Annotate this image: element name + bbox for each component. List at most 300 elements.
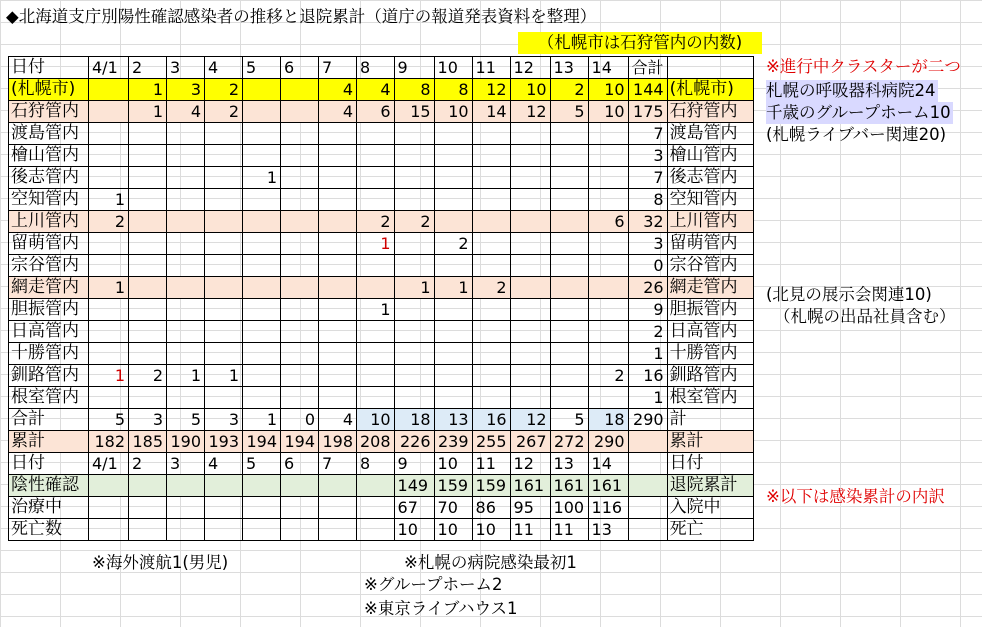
value-cell[interactable]: 67 (394, 497, 434, 519)
value-cell[interactable]: 1 (357, 233, 395, 255)
row-label[interactable]: 根室管内 (9, 387, 89, 409)
value-cell[interactable] (129, 145, 167, 167)
value-cell[interactable]: 2 (357, 211, 395, 233)
value-cell[interactable] (281, 255, 319, 277)
value-cell[interactable] (129, 343, 167, 365)
value-cell[interactable] (89, 299, 129, 321)
value-cell[interactable]: 8 (434, 79, 472, 101)
value-cell[interactable] (205, 387, 243, 409)
value-cell[interactable]: 3 (205, 409, 243, 431)
value-cell[interactable] (394, 387, 434, 409)
value-cell[interactable] (243, 233, 281, 255)
right-label[interactable]: 日高管内 (667, 321, 753, 343)
value-cell[interactable]: 1 (243, 409, 281, 431)
value-cell[interactable] (472, 167, 510, 189)
value-cell[interactable] (129, 299, 167, 321)
value-cell[interactable] (472, 123, 510, 145)
value-cell[interactable] (319, 343, 357, 365)
total-cell[interactable]: 1 (628, 343, 667, 365)
right-label[interactable]: 累計 (667, 431, 753, 453)
value-cell[interactable] (357, 519, 395, 541)
value-cell[interactable] (472, 211, 510, 233)
value-cell[interactable] (357, 123, 395, 145)
value-cell[interactable] (588, 321, 628, 343)
value-cell[interactable] (281, 475, 319, 497)
value-cell[interactable] (434, 365, 472, 387)
value-cell[interactable] (281, 79, 319, 101)
value-cell[interactable] (319, 255, 357, 277)
total-cell[interactable]: 1 (628, 387, 667, 409)
date-cell[interactable]: 12 (510, 57, 550, 79)
value-cell[interactable]: 5 (550, 101, 588, 123)
value-cell[interactable] (281, 387, 319, 409)
value-cell[interactable]: 2 (129, 453, 167, 475)
value-cell[interactable]: 16 (472, 409, 510, 431)
value-cell[interactable] (550, 299, 588, 321)
date-cell[interactable]: 9 (394, 57, 434, 79)
value-cell[interactable]: 15 (394, 101, 434, 123)
value-cell[interactable] (129, 255, 167, 277)
value-cell[interactable] (129, 123, 167, 145)
value-cell[interactable] (588, 123, 628, 145)
value-cell[interactable] (89, 101, 129, 123)
value-cell[interactable] (129, 167, 167, 189)
total-cell[interactable]: 144 (628, 79, 667, 101)
value-cell[interactable] (472, 189, 510, 211)
value-cell[interactable]: 3 (167, 453, 205, 475)
value-cell[interactable] (510, 365, 550, 387)
value-cell[interactable] (243, 497, 281, 519)
value-cell[interactable] (319, 387, 357, 409)
total-cell[interactable]: 16 (628, 365, 667, 387)
date-cell[interactable]: 3 (167, 57, 205, 79)
value-cell[interactable] (281, 343, 319, 365)
row-label[interactable]: 釧路管内 (9, 365, 89, 387)
value-cell[interactable]: 1 (434, 277, 472, 299)
value-cell[interactable] (281, 167, 319, 189)
value-cell[interactable] (243, 299, 281, 321)
value-cell[interactable] (434, 145, 472, 167)
value-cell[interactable] (243, 79, 281, 101)
value-cell[interactable] (434, 343, 472, 365)
value-cell[interactable] (434, 321, 472, 343)
value-cell[interactable] (243, 387, 281, 409)
value-cell[interactable] (205, 145, 243, 167)
value-cell[interactable] (89, 167, 129, 189)
value-cell[interactable]: 12 (510, 453, 550, 475)
value-cell[interactable]: 4 (205, 453, 243, 475)
value-cell[interactable] (588, 145, 628, 167)
right-label[interactable]: 日付 (667, 453, 753, 475)
date-cell[interactable]: 2 (129, 57, 167, 79)
value-cell[interactable] (319, 123, 357, 145)
value-cell[interactable] (129, 233, 167, 255)
value-cell[interactable] (167, 255, 205, 277)
value-cell[interactable] (550, 387, 588, 409)
total-cell[interactable]: 9 (628, 299, 667, 321)
value-cell[interactable] (243, 343, 281, 365)
value-cell[interactable] (510, 233, 550, 255)
row-label[interactable]: 網走管内 (9, 277, 89, 299)
value-cell[interactable] (205, 189, 243, 211)
value-cell[interactable]: 2 (472, 277, 510, 299)
value-cell[interactable] (394, 167, 434, 189)
value-cell[interactable]: 8 (357, 453, 395, 475)
value-cell[interactable]: 12 (510, 101, 550, 123)
value-cell[interactable] (205, 519, 243, 541)
value-cell[interactable] (319, 299, 357, 321)
value-cell[interactable] (394, 321, 434, 343)
value-cell[interactable] (167, 211, 205, 233)
value-cell[interactable] (357, 321, 395, 343)
value-cell[interactable]: 159 (434, 475, 472, 497)
value-cell[interactable]: 10 (434, 519, 472, 541)
row-label[interactable]: 胆振管内 (9, 299, 89, 321)
value-cell[interactable] (167, 123, 205, 145)
value-cell[interactable]: 161 (588, 475, 628, 497)
value-cell[interactable]: 14 (472, 101, 510, 123)
date-cell[interactable]: 8 (357, 57, 395, 79)
value-cell[interactable] (319, 365, 357, 387)
value-cell[interactable]: 267 (510, 431, 550, 453)
value-cell[interactable] (243, 365, 281, 387)
value-cell[interactable] (628, 453, 667, 475)
value-cell[interactable] (550, 233, 588, 255)
value-cell[interactable]: 1 (167, 365, 205, 387)
value-cell[interactable]: 255 (472, 431, 510, 453)
value-cell[interactable] (281, 497, 319, 519)
value-cell[interactable]: 6 (588, 211, 628, 233)
right-label[interactable] (667, 57, 753, 79)
right-label[interactable]: 入院中 (667, 497, 753, 519)
right-label[interactable]: 後志管内 (667, 167, 753, 189)
value-cell[interactable]: 11 (472, 453, 510, 475)
value-cell[interactable] (628, 475, 667, 497)
row-label[interactable]: (札幌市) (9, 79, 89, 101)
total-cell[interactable]: 2 (628, 321, 667, 343)
row-label[interactable]: 十勝管内 (9, 343, 89, 365)
right-label[interactable]: (札幌市) (667, 79, 753, 101)
value-cell[interactable] (434, 189, 472, 211)
value-cell[interactable]: 194 (281, 431, 319, 453)
value-cell[interactable] (472, 387, 510, 409)
value-cell[interactable]: 7 (319, 453, 357, 475)
value-cell[interactable] (243, 321, 281, 343)
value-cell[interactable] (243, 123, 281, 145)
value-cell[interactable] (281, 189, 319, 211)
value-cell[interactable] (167, 233, 205, 255)
row-label[interactable]: 死亡数 (9, 519, 89, 541)
value-cell[interactable] (89, 475, 129, 497)
value-cell[interactable] (205, 123, 243, 145)
date-cell[interactable]: 4 (205, 57, 243, 79)
total-cell[interactable] (628, 431, 667, 453)
value-cell[interactable]: 4/1 (89, 453, 129, 475)
value-cell[interactable] (205, 475, 243, 497)
value-cell[interactable] (243, 145, 281, 167)
row-label[interactable]: 累計 (9, 431, 89, 453)
value-cell[interactable] (281, 145, 319, 167)
value-cell[interactable] (167, 497, 205, 519)
value-cell[interactable] (89, 387, 129, 409)
right-label[interactable]: 留萌管内 (667, 233, 753, 255)
row-label[interactable]: 渡島管内 (9, 123, 89, 145)
value-cell[interactable] (550, 365, 588, 387)
value-cell[interactable] (510, 123, 550, 145)
value-cell[interactable] (434, 123, 472, 145)
value-cell[interactable] (167, 189, 205, 211)
value-cell[interactable]: 9 (394, 453, 434, 475)
value-cell[interactable] (510, 321, 550, 343)
right-label[interactable]: 釧路管内 (667, 365, 753, 387)
value-cell[interactable] (588, 255, 628, 277)
value-cell[interactable] (357, 145, 395, 167)
value-cell[interactable] (319, 321, 357, 343)
date-cell[interactable]: 11 (472, 57, 510, 79)
value-cell[interactable]: 208 (357, 431, 395, 453)
value-cell[interactable]: 4 (357, 79, 395, 101)
value-cell[interactable] (129, 211, 167, 233)
value-cell[interactable]: 198 (319, 431, 357, 453)
value-cell[interactable] (394, 365, 434, 387)
value-cell[interactable] (510, 387, 550, 409)
value-cell[interactable] (129, 321, 167, 343)
total-cell[interactable]: 7 (628, 167, 667, 189)
right-label[interactable]: 十勝管内 (667, 343, 753, 365)
value-cell[interactable] (319, 475, 357, 497)
value-cell[interactable] (472, 255, 510, 277)
value-cell[interactable] (281, 211, 319, 233)
row-label[interactable]: 後志管内 (9, 167, 89, 189)
right-label[interactable]: 計 (667, 409, 753, 431)
value-cell[interactable] (510, 167, 550, 189)
value-cell[interactable] (394, 233, 434, 255)
value-cell[interactable] (550, 145, 588, 167)
value-cell[interactable] (510, 145, 550, 167)
value-cell[interactable] (89, 145, 129, 167)
value-cell[interactable]: 2 (588, 365, 628, 387)
value-cell[interactable] (550, 167, 588, 189)
date-cell[interactable]: 4/1 (89, 57, 129, 79)
total-cell[interactable]: 32 (628, 211, 667, 233)
value-cell[interactable] (394, 343, 434, 365)
value-cell[interactable] (434, 211, 472, 233)
value-cell[interactable]: 18 (394, 409, 434, 431)
value-cell[interactable] (129, 519, 167, 541)
value-cell[interactable]: 1 (357, 299, 395, 321)
value-cell[interactable]: 5 (243, 453, 281, 475)
value-cell[interactable]: 2 (89, 211, 129, 233)
value-cell[interactable]: 1 (129, 101, 167, 123)
value-cell[interactable] (357, 189, 395, 211)
value-cell[interactable] (357, 497, 395, 519)
value-cell[interactable] (510, 277, 550, 299)
date-cell[interactable]: 7 (319, 57, 357, 79)
value-cell[interactable] (167, 321, 205, 343)
value-cell[interactable] (394, 189, 434, 211)
value-cell[interactable] (319, 167, 357, 189)
row-label[interactable]: 治療中 (9, 497, 89, 519)
value-cell[interactable]: 8 (394, 79, 434, 101)
value-cell[interactable] (281, 277, 319, 299)
value-cell[interactable]: 10 (434, 101, 472, 123)
value-cell[interactable]: 2 (434, 233, 472, 255)
value-cell[interactable] (205, 343, 243, 365)
value-cell[interactable] (205, 211, 243, 233)
value-cell[interactable] (588, 233, 628, 255)
right-label[interactable]: 胆振管内 (667, 299, 753, 321)
value-cell[interactable] (243, 189, 281, 211)
right-label[interactable]: 上川管内 (667, 211, 753, 233)
value-cell[interactable]: 5 (89, 409, 129, 431)
value-cell[interactable]: 2 (394, 211, 434, 233)
value-cell[interactable] (129, 475, 167, 497)
value-cell[interactable] (89, 123, 129, 145)
value-cell[interactable] (510, 189, 550, 211)
value-cell[interactable]: 13 (588, 519, 628, 541)
value-cell[interactable] (434, 167, 472, 189)
value-cell[interactable]: 14 (588, 453, 628, 475)
value-cell[interactable]: 2 (205, 101, 243, 123)
row-label[interactable]: 日付 (9, 453, 89, 475)
value-cell[interactable]: 13 (434, 409, 472, 431)
date-cell[interactable]: 6 (281, 57, 319, 79)
value-cell[interactable] (281, 321, 319, 343)
value-cell[interactable] (243, 519, 281, 541)
total-cell[interactable]: 26 (628, 277, 667, 299)
value-cell[interactable] (319, 233, 357, 255)
value-cell[interactable]: 190 (167, 431, 205, 453)
value-cell[interactable] (394, 145, 434, 167)
value-cell[interactable]: 1 (394, 277, 434, 299)
total-cell[interactable]: 175 (628, 101, 667, 123)
value-cell[interactable] (319, 145, 357, 167)
value-cell[interactable] (167, 277, 205, 299)
value-cell[interactable] (89, 519, 129, 541)
value-cell[interactable] (281, 519, 319, 541)
value-cell[interactable] (243, 475, 281, 497)
value-cell[interactable] (129, 497, 167, 519)
value-cell[interactable] (281, 365, 319, 387)
value-cell[interactable]: 0 (281, 409, 319, 431)
value-cell[interactable] (434, 387, 472, 409)
value-cell[interactable] (588, 167, 628, 189)
value-cell[interactable] (510, 211, 550, 233)
value-cell[interactable]: 11 (550, 519, 588, 541)
value-cell[interactable] (319, 211, 357, 233)
value-cell[interactable]: 1 (129, 79, 167, 101)
value-cell[interactable] (319, 497, 357, 519)
value-cell[interactable] (281, 299, 319, 321)
value-cell[interactable]: 116 (588, 497, 628, 519)
value-cell[interactable] (550, 321, 588, 343)
value-cell[interactable] (588, 299, 628, 321)
value-cell[interactable] (281, 233, 319, 255)
right-label[interactable]: 渡島管内 (667, 123, 753, 145)
value-cell[interactable] (89, 321, 129, 343)
value-cell[interactable]: 10 (394, 519, 434, 541)
total-cell[interactable]: 7 (628, 123, 667, 145)
value-cell[interactable] (510, 343, 550, 365)
value-cell[interactable]: 4 (319, 79, 357, 101)
value-cell[interactable] (205, 233, 243, 255)
value-cell[interactable]: 6 (281, 453, 319, 475)
value-cell[interactable] (550, 123, 588, 145)
right-label[interactable]: 根室管内 (667, 387, 753, 409)
value-cell[interactable] (357, 343, 395, 365)
value-cell[interactable]: 272 (550, 431, 588, 453)
row-label[interactable]: 石狩管内 (9, 101, 89, 123)
right-label[interactable]: 空知管内 (667, 189, 753, 211)
value-cell[interactable] (394, 299, 434, 321)
value-cell[interactable] (588, 343, 628, 365)
row-label[interactable]: 上川管内 (9, 211, 89, 233)
value-cell[interactable] (628, 497, 667, 519)
value-cell[interactable] (89, 233, 129, 255)
value-cell[interactable] (588, 277, 628, 299)
value-cell[interactable] (205, 167, 243, 189)
value-cell[interactable]: 149 (394, 475, 434, 497)
value-cell[interactable]: 193 (205, 431, 243, 453)
value-cell[interactable] (472, 233, 510, 255)
value-cell[interactable]: 6 (357, 101, 395, 123)
value-cell[interactable]: 3 (129, 409, 167, 431)
value-cell[interactable]: 182 (89, 431, 129, 453)
value-cell[interactable]: 1 (205, 365, 243, 387)
value-cell[interactable] (434, 255, 472, 277)
value-cell[interactable] (167, 519, 205, 541)
value-cell[interactable]: 2 (205, 79, 243, 101)
value-cell[interactable] (319, 519, 357, 541)
value-cell[interactable] (205, 255, 243, 277)
value-cell[interactable]: 10 (472, 519, 510, 541)
value-cell[interactable]: 5 (550, 409, 588, 431)
row-label[interactable]: 宗谷管内 (9, 255, 89, 277)
value-cell[interactable]: 10 (357, 409, 395, 431)
value-cell[interactable] (243, 211, 281, 233)
value-cell[interactable]: 12 (510, 409, 550, 431)
value-cell[interactable] (129, 387, 167, 409)
value-cell[interactable] (628, 519, 667, 541)
value-cell[interactable]: 10 (434, 453, 472, 475)
row-label[interactable]: 日付 (9, 57, 89, 79)
value-cell[interactable] (167, 387, 205, 409)
value-cell[interactable]: 10 (588, 79, 628, 101)
value-cell[interactable]: 1 (89, 365, 129, 387)
value-cell[interactable] (357, 365, 395, 387)
value-cell[interactable] (129, 277, 167, 299)
value-cell[interactable]: 239 (434, 431, 472, 453)
value-cell[interactable] (319, 277, 357, 299)
value-cell[interactable]: 86 (472, 497, 510, 519)
value-cell[interactable] (167, 299, 205, 321)
value-cell[interactable] (205, 321, 243, 343)
value-cell[interactable]: 2 (550, 79, 588, 101)
value-cell[interactable] (472, 365, 510, 387)
value-cell[interactable] (357, 387, 395, 409)
value-cell[interactable] (472, 299, 510, 321)
value-cell[interactable]: 4 (319, 101, 357, 123)
right-label[interactable]: 宗谷管内 (667, 255, 753, 277)
value-cell[interactable] (588, 189, 628, 211)
date-cell[interactable]: 13 (550, 57, 588, 79)
value-cell[interactable]: 95 (510, 497, 550, 519)
value-cell[interactable]: 161 (550, 475, 588, 497)
value-cell[interactable] (89, 497, 129, 519)
value-cell[interactable] (550, 189, 588, 211)
value-cell[interactable]: 185 (129, 431, 167, 453)
value-cell[interactable] (510, 299, 550, 321)
